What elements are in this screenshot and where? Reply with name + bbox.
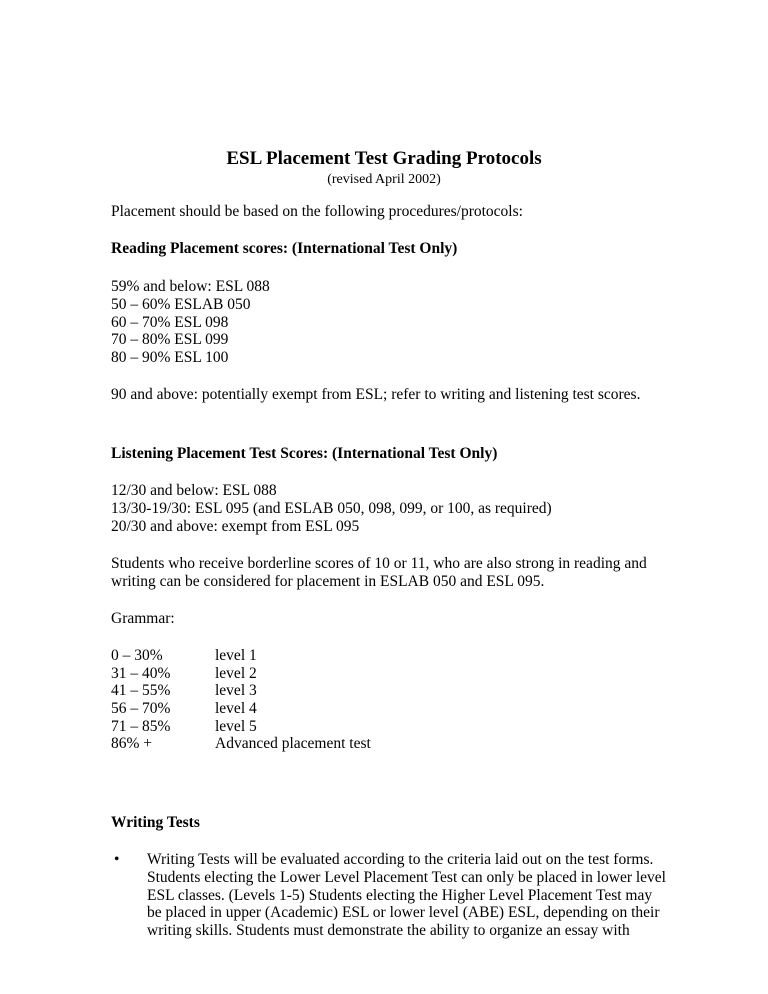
grammar-heading: Grammar: [111, 610, 175, 627]
grammar-level: level 2 [215, 665, 257, 682]
grammar-level: level 1 [215, 647, 257, 664]
grammar-row [111, 718, 257, 736]
listening-note: Students who receive borderline scores of 10 or 11, who are also strong in reading and [111, 555, 647, 572]
grammar-row [111, 647, 257, 665]
writing-line: ESL classes. (Levels 1-5) Students electing the Higher Level Placement Test may [147, 886, 653, 904]
reading-note: 90 and above: potentially exempt from ESL; refer to writing and listening test scores. [111, 386, 641, 403]
listening-note: writing can be considered for placement in ESLAB 050 and ESL 095. [111, 573, 545, 590]
grammar-range: 71 – 85% [111, 718, 171, 735]
grammar-range: 56 – 70% [111, 700, 171, 717]
grammar-range: 31 – 40% [111, 665, 171, 682]
grammar-row [111, 665, 257, 683]
reading-line: 59% and below: ESL 088 [111, 278, 270, 295]
reading-heading: Reading Placement scores: (International Test Only) [111, 240, 458, 257]
writing-line: Students electing the Lower Level Placement Test can only be placed in lower level [147, 868, 666, 886]
grammar-row [111, 735, 371, 753]
writing-paragraph [147, 851, 687, 940]
intro-text: Placement should be based on the following procedures/protocols: [111, 203, 523, 220]
grammar-range: 0 – 30% [111, 647, 163, 664]
grammar-level: level 5 [215, 718, 257, 735]
grammar-level: Advanced placement test [215, 735, 371, 752]
bullet-icon: • [114, 851, 120, 868]
grammar-range: 41 – 55% [111, 682, 171, 699]
writing-line: Writing Tests will be evaluated according to the criteria laid out on the test forms. [147, 851, 654, 868]
grammar-range: 86% + [111, 735, 153, 752]
writing-heading: Writing Tests [111, 814, 200, 831]
document-subtitle: (revised April 2002) [327, 172, 441, 187]
grammar-row [111, 682, 257, 700]
grammar-row [111, 700, 257, 718]
reading-line: 70 – 80% ESL 099 [111, 331, 229, 348]
listening-line: 20/30 and above: exempt from ESL 095 [111, 518, 360, 535]
listening-line: 12/30 and below: ESL 088 [111, 482, 277, 499]
reading-line: 80 – 90% ESL 100 [111, 349, 229, 366]
writing-line: writing skills. Students must demonstrate the ability to organize an essay with [147, 922, 630, 940]
writing-line: be placed in upper (Academic) ESL or lower level (ABE) ESL, depending on their [147, 904, 660, 922]
reading-line: 60 – 70% ESL 098 [111, 314, 229, 331]
document-title: ESL Placement Test Grading Protocols [226, 148, 542, 169]
listening-line: 13/30-19/30: ESL 095 (and ESLAB 050, 098, 099, or 100, as required) [111, 500, 552, 517]
reading-line: 50 – 60% ESLAB 050 [111, 296, 251, 313]
grammar-level: level 4 [215, 700, 257, 717]
grammar-level: level 3 [215, 682, 257, 699]
listening-heading: Listening Placement Test Scores: (International Test Only) [111, 445, 498, 462]
